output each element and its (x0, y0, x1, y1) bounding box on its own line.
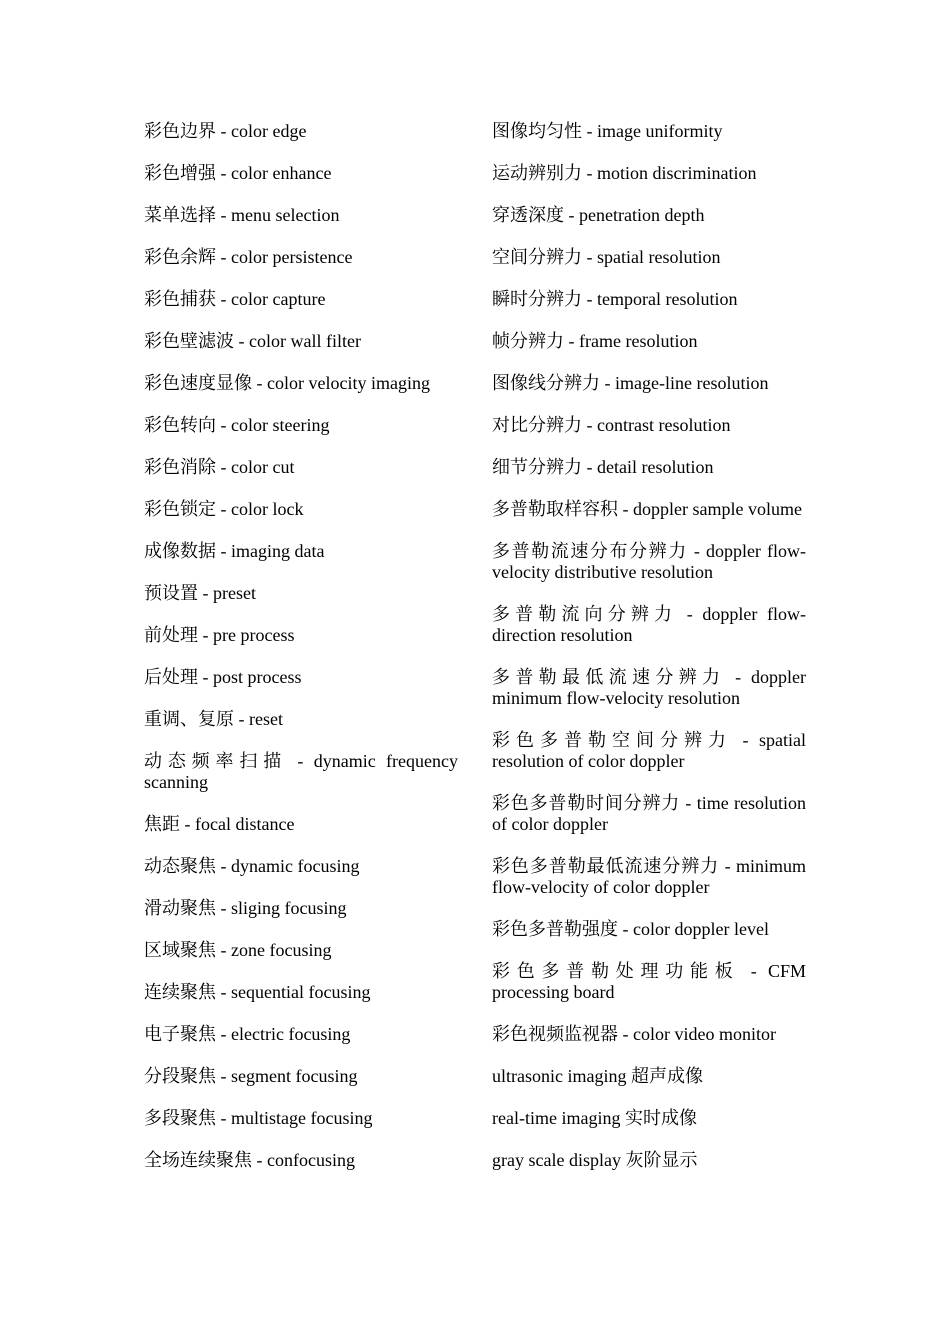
term-entry: 区域聚焦 - zone focusing (144, 940, 332, 960)
term-entry: 多普勒流速分布分辨力 - doppler flow-velocity distributive resolution (492, 541, 806, 582)
term-entry: 彩色捕获 - color capture (144, 289, 326, 309)
left-term-column (144, 121, 458, 1192)
term-entry: 彩色锁定 - color lock (144, 499, 304, 519)
term-entry: gray scale display 灰阶显示 (492, 1150, 698, 1170)
term-entry: 帧分辨力 - frame resolution (492, 331, 698, 351)
term-entry: 彩色多普勒空间分辨力 - spatial resolution of color doppler (492, 730, 806, 771)
term-entry: 连续聚焦 - sequential focusing (144, 982, 371, 1002)
term-entry: 对比分辨力 - contrast resolution (492, 415, 731, 435)
term-entry: ultrasonic imaging 超声成像 (492, 1066, 703, 1086)
term-entry: 瞬时分辨力 - temporal resolution (492, 289, 738, 309)
term-entry: 菜单选择 - menu selection (144, 205, 340, 225)
term-entry: 彩色余辉 - color persistence (144, 247, 353, 267)
term-entry: 图像均匀性 - image uniformity (492, 121, 723, 141)
term-entry: 重调、复原 - reset (144, 709, 283, 729)
term-entry: 细节分辨力 - detail resolution (492, 457, 714, 477)
term-entry: real-time imaging 实时成像 (492, 1108, 697, 1128)
term-entry: 滑动聚焦 - sliging focusing (144, 898, 347, 918)
term-entry: 彩色边界 - color edge (144, 121, 307, 141)
term-entry: 运动辨别力 - motion discrimination (492, 163, 757, 183)
term-entry: 穿透深度 - penetration depth (492, 205, 705, 225)
term-entry: 彩色转向 - color steering (144, 415, 330, 435)
term-entry: 全场连续聚焦 - confocusing (144, 1150, 355, 1170)
term-entry: 多普勒取样容积 - doppler sample volume (492, 499, 802, 519)
term-entry: 彩色壁滤波 - color wall filter (144, 331, 361, 351)
term-entry: 动态频率扫描 - dynamic frequency scanning (144, 751, 458, 792)
term-entry: 预设置 - preset (144, 583, 256, 603)
term-entry: 空间分辨力 - spatial resolution (492, 247, 721, 267)
term-entry: 前处理 - pre process (144, 625, 295, 645)
term-entry: 彩色多普勒时间分辨力 - time resolution of color doppler (492, 793, 806, 834)
term-entry: 彩色增强 - color enhance (144, 163, 332, 183)
term-entry: 彩色多普勒最低流速分辨力 - minimum flow-velocity of color doppler (492, 856, 806, 897)
right-term-column (492, 121, 806, 1192)
term-entry: 图像线分辨力 - image-line resolution (492, 373, 769, 393)
term-entry: 彩色多普勒强度 - color doppler level (492, 919, 769, 939)
term-entry: 后处理 - post process (144, 667, 302, 687)
term-entry: 多普勒流向分辨力 - doppler flow-direction resolution (492, 604, 806, 645)
term-entry: 分段聚焦 - segment focusing (144, 1066, 358, 1086)
term-entry: 焦距 - focal distance (144, 814, 295, 834)
term-entry: 彩色多普勒处理功能板 - CFM processing board (492, 961, 806, 1002)
term-entry: 彩色消除 - color cut (144, 457, 295, 477)
term-entry: 彩色速度显像 - color velocity imaging (144, 373, 430, 393)
term-entry: 成像数据 - imaging data (144, 541, 325, 561)
term-entry: 彩色视频监视器 - color video monitor (492, 1024, 776, 1044)
term-entry: 电子聚焦 - electric focusing (144, 1024, 351, 1044)
term-entry: 多普勒最低流速分辨力 - doppler minimum flow-velocity resolution (492, 667, 806, 708)
term-entry: 多段聚焦 - multistage focusing (144, 1108, 373, 1128)
term-entry: 动态聚焦 - dynamic focusing (144, 856, 360, 876)
